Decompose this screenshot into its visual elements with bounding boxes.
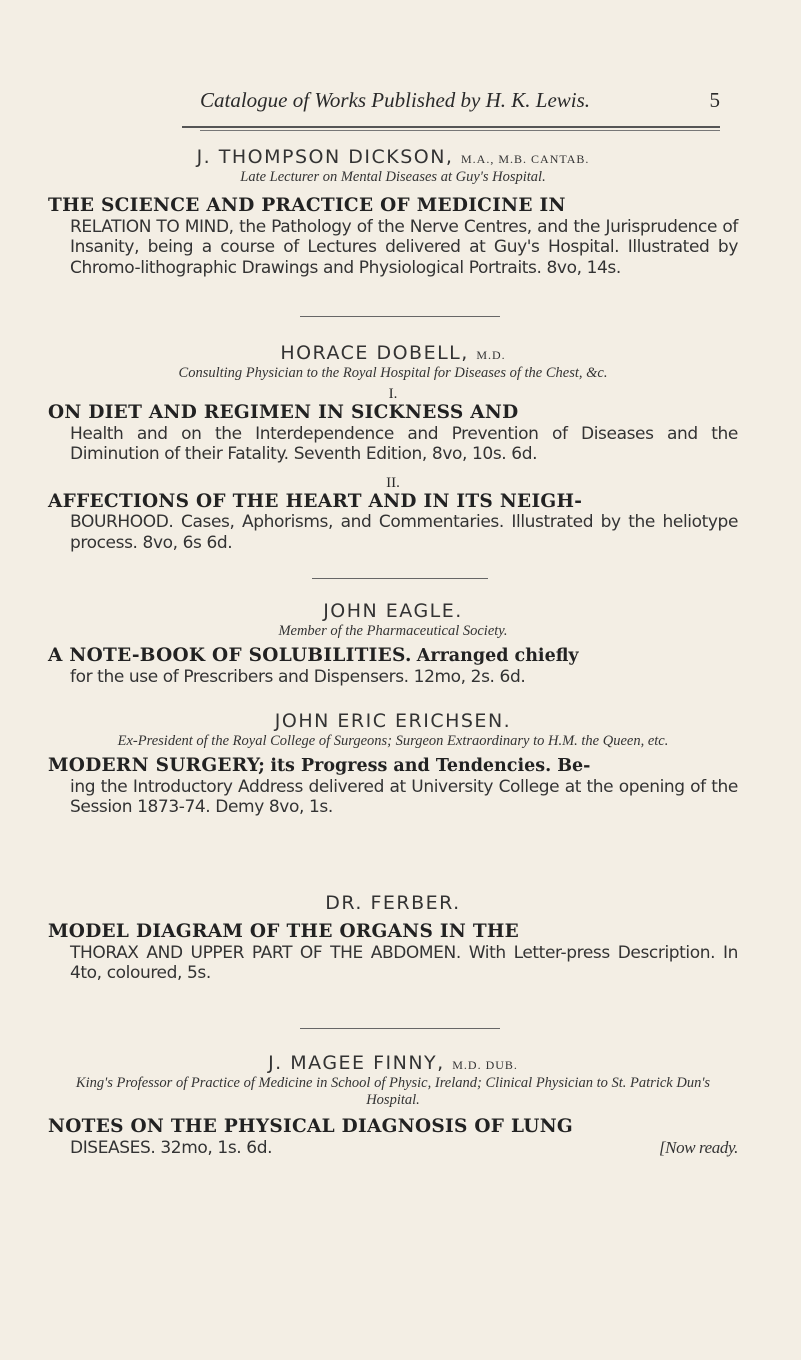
section-separator xyxy=(300,316,500,317)
work-description: ing the Introductory Address delivered at University College at the opening of the Session 1873-74. Demy 8vo, 1s. xyxy=(70,776,738,817)
work-title: ON DIET AND REGIMEN IN SICKNESS AND xyxy=(48,402,519,423)
author-name xyxy=(48,1052,738,1074)
page-number: 5 xyxy=(709,88,720,112)
work-listing xyxy=(48,756,738,818)
author-role: King's Professor of Practice of Medicine in School of Physic, Ireland; Clinical Physician to St. Patrick Dun's Hospital. xyxy=(75,1075,711,1108)
work-title: A NOTE-BOOK OF SOLUBILITIES. xyxy=(48,645,412,666)
work-description: THORAX AND UPPER PART OF THE ABDOMEN. With Letter-press Description. In 4to, coloured, 5s. xyxy=(70,942,738,983)
entry-ferber xyxy=(48,892,738,984)
entry-eagle xyxy=(48,600,738,687)
author-name-text: HORACE DOBELL, xyxy=(280,342,469,364)
author-name-text: J. THOMPSON DICKSON, xyxy=(196,146,454,168)
work-title: AFFECTIONS OF THE HEART AND IN ITS NEIGH- xyxy=(48,490,583,512)
entry-erichsen xyxy=(48,710,738,818)
work-description-line xyxy=(48,1138,738,1159)
work-listing xyxy=(48,1117,738,1158)
work-description: for the use of Prescribers and Dispensers. 12mo, 2s. 6d. xyxy=(70,666,526,687)
work-listing xyxy=(48,492,738,554)
header-rule-thin xyxy=(200,130,720,131)
author-role: Consulting Physician to the Royal Hospital for Diseases of the Chest, &c. xyxy=(178,365,608,381)
author-degrees: M.D. DUB. xyxy=(452,1058,518,1072)
author-name: JOHN ERIC ERICHSEN. xyxy=(274,710,512,732)
author-role: Late Lecturer on Mental Diseases at Guy's Hospital. xyxy=(240,169,546,185)
entry-dickson xyxy=(48,146,738,278)
work-description: Health and on the Interdependence and Prevention of Diseases and the Diminution of their Fatality. Seventh Edition, 8vo, 10s. 6d. xyxy=(70,423,738,464)
entry-finny xyxy=(48,1052,738,1158)
work-numeral: I. xyxy=(388,386,398,402)
author-name: DR. FERBER. xyxy=(325,892,461,914)
author-name: JOHN EAGLE. xyxy=(323,600,463,622)
author-role: Ex-President of the Royal College of Surgeons; Surgeon Extraordinary to H.M. the Queen, etc. xyxy=(117,733,669,749)
work-listing xyxy=(48,196,738,278)
work-numeral: II. xyxy=(386,474,400,491)
work-listing xyxy=(48,646,738,687)
author-degrees: M.A., M.B. CANTAB. xyxy=(461,152,590,166)
header-rule xyxy=(182,126,720,128)
author-degrees: M.D. xyxy=(476,348,506,362)
work-title: NOTES ON THE PHYSICAL DIAGNOSIS OF LUNG xyxy=(48,1116,574,1137)
work-listing xyxy=(48,403,738,465)
work-description: BOURHOOD. Cases, Aphorisms, and Commentaries. Illustrated by the heliotype process. 8vo, 6s 6d. xyxy=(70,512,738,553)
author-name xyxy=(48,146,738,168)
work-title-tail: its Progress and Tendencies. Be- xyxy=(270,756,591,776)
running-header xyxy=(120,82,720,122)
work-title-tail: Arranged chiefly xyxy=(416,646,579,666)
work-description: RELATION TO MIND, the Pathology of the Nerve Centres, and the Jurisprudence of Insanity, being a course of Lectures delivered at Guy's Hospital. Illustrated by Chromo-lithographic Drawings and Physiological Portraits. 8vo, 14s. xyxy=(70,216,738,278)
author-role: Member of the Pharmaceutical Society. xyxy=(278,623,508,639)
work-title: MODEL DIAGRAM OF THE ORGANS IN THE xyxy=(48,921,520,942)
author-name-text: J. MAGEE FINNY, xyxy=(268,1052,445,1074)
work-title: THE SCIENCE AND PRACTICE OF MEDICINE IN xyxy=(48,195,566,216)
author-name xyxy=(48,342,738,364)
work-description: DISEASES. 32mo, 1s. 6d. xyxy=(70,1137,273,1158)
work-title: MODERN SURGERY; xyxy=(48,755,266,776)
header-title: Catalogue of Works Published by H. K. Lewis. xyxy=(200,88,591,112)
entry-dobell xyxy=(48,342,738,553)
section-separator xyxy=(312,578,488,579)
work-listing xyxy=(48,922,738,984)
availability-note: [Now ready. xyxy=(658,1137,738,1157)
section-separator xyxy=(300,1028,500,1029)
